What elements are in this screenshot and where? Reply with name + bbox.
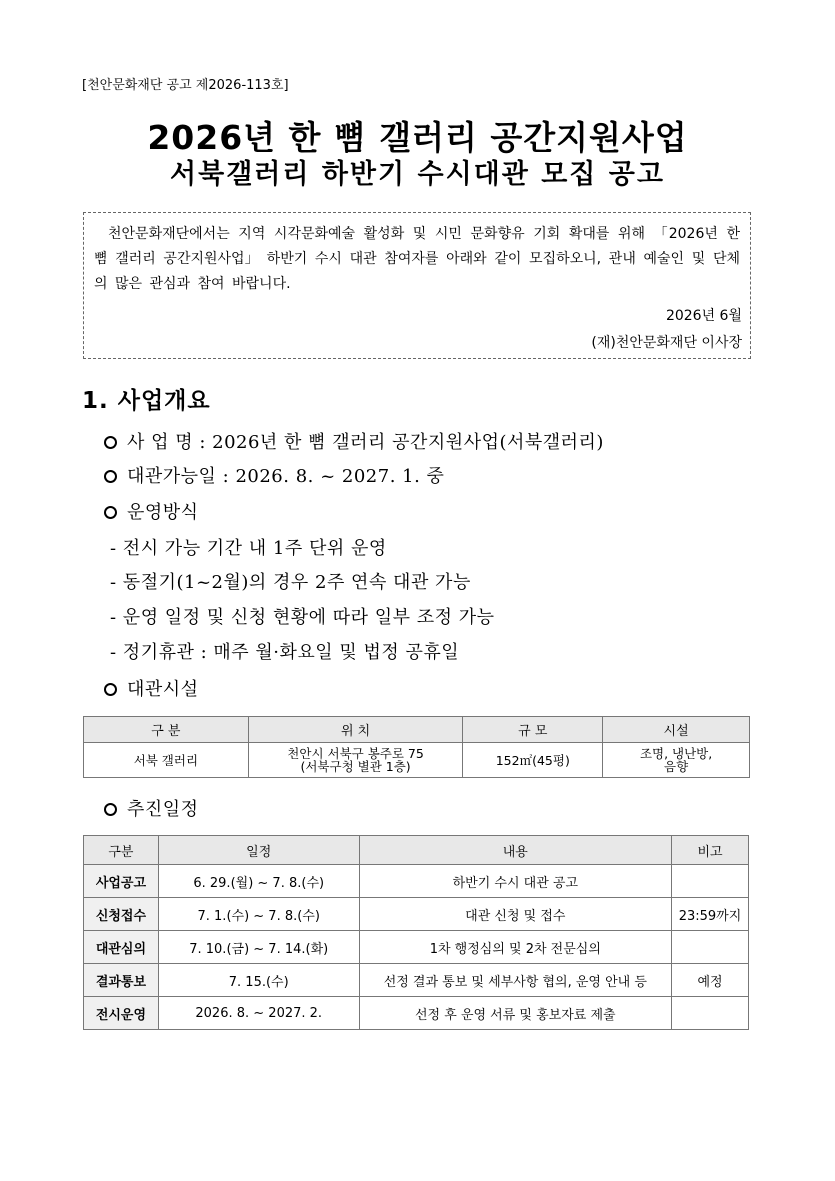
project-name-text: 사 업 명 : 2026년 한 뼘 갤러리 공간지원사업(서북갤러리) bbox=[127, 432, 604, 453]
header-cell: 위 치 bbox=[248, 717, 463, 743]
operation-title-text: 운영방식 bbox=[127, 502, 199, 523]
table-row bbox=[84, 865, 749, 898]
intro-signature: (재)천안문화재단 이사장 bbox=[591, 335, 742, 351]
amenities-line: 음향 bbox=[664, 759, 689, 774]
circle-bullet-icon bbox=[104, 683, 117, 696]
content-cell: 선정 결과 통보 및 세부사항 협의, 운영 안내 등 bbox=[359, 964, 671, 997]
project-name-item bbox=[104, 428, 604, 454]
schedule-title-text: 추진일정 bbox=[127, 799, 199, 820]
facility-name: 서북 갤러리 bbox=[84, 743, 249, 778]
content-cell: 하반기 수시 대관 공고 bbox=[359, 865, 671, 898]
table-row bbox=[84, 964, 749, 997]
date-cell: 2026. 8. ~ 2027. 2. bbox=[158, 997, 359, 1030]
table-row bbox=[84, 931, 749, 964]
location-line: (서북구청 별관 1층) bbox=[300, 759, 411, 774]
header-cell: 규 모 bbox=[463, 717, 603, 743]
header-cell: 구분 bbox=[84, 836, 159, 865]
operation-title-item bbox=[104, 498, 199, 524]
table-header-row bbox=[84, 836, 749, 865]
table-row bbox=[84, 898, 749, 931]
section-heading: 1. 사업개요 bbox=[82, 388, 211, 414]
circle-bullet-icon bbox=[104, 436, 117, 449]
facility-title-item bbox=[104, 675, 199, 701]
amenities-line: 조명, 냉난방, bbox=[639, 746, 713, 761]
facility-title-text: 대관시설 bbox=[127, 679, 199, 700]
content-cell: 대관 신청 및 접수 bbox=[359, 898, 671, 931]
table-header-row bbox=[84, 717, 750, 743]
header-cell: 일정 bbox=[158, 836, 359, 865]
stage-cell: 결과통보 bbox=[84, 964, 159, 997]
schedule-title-item bbox=[104, 795, 199, 821]
header-cell: 비고 bbox=[672, 836, 749, 865]
circle-bullet-icon bbox=[104, 470, 117, 483]
header-cell: 내용 bbox=[359, 836, 671, 865]
intro-date: 2026년 6월 bbox=[665, 308, 742, 324]
content-cell: 선정 후 운영 서류 및 홍보자료 제출 bbox=[359, 997, 671, 1030]
circle-bullet-icon bbox=[104, 803, 117, 816]
operation-item: - 동절기(1~2월)의 경우 2주 연속 대관 가능 bbox=[110, 572, 471, 593]
facility-location bbox=[248, 743, 463, 778]
stage-cell: 사업공고 bbox=[84, 865, 159, 898]
page-title: 2026년 한 뼘 갤러리 공간지원사업 bbox=[147, 118, 688, 157]
facility-amenities bbox=[603, 743, 750, 778]
stage-cell: 전시운영 bbox=[84, 997, 159, 1030]
location-line: 천안시 서북구 봉주로 75 bbox=[287, 746, 424, 761]
operation-item: - 정기휴관 : 매주 월·화요일 및 법정 공휴일 bbox=[110, 642, 460, 663]
note-cell: 23:59까지 bbox=[672, 898, 749, 931]
rental-period-item bbox=[104, 462, 444, 488]
note-cell bbox=[672, 997, 749, 1030]
table-row bbox=[84, 997, 749, 1030]
document-number: [천안문화재단 공고 제2026-113호] bbox=[82, 78, 289, 93]
intro-text: 천안문화재단에서는 지역 시각문화예술 활성화 및 시민 문화향유 기회 확대를 위해 「2026년 한 뼘 갤러리 공간지원사업」 하반기 수시 대관 참여자를 아래와 같이 모집하오니, 관내 예술인 및 단체의 많은 관심과 참여 바랍니다. bbox=[94, 226, 740, 292]
operation-item: - 운영 일정 및 신청 현황에 따라 일부 조정 가능 bbox=[110, 607, 495, 628]
facility-size: 152㎡(45평) bbox=[463, 743, 603, 778]
rental-period-text: 대관가능일 : 2026. 8. ~ 2027. 1. 중 bbox=[127, 466, 445, 487]
note-cell bbox=[672, 931, 749, 964]
operation-item: - 전시 가능 기간 내 1주 단위 운영 bbox=[110, 538, 387, 559]
note-cell: 예정 bbox=[672, 964, 749, 997]
circle-bullet-icon bbox=[104, 506, 117, 519]
note-cell bbox=[672, 865, 749, 898]
date-cell: 7. 1.(수) ~ 7. 8.(수) bbox=[158, 898, 359, 931]
date-cell: 7. 10.(금) ~ 7. 14.(화) bbox=[158, 931, 359, 964]
content-cell: 1차 행정심의 및 2차 전문심의 bbox=[359, 931, 671, 964]
page-subtitle: 서북갤러리 하반기 수시대관 모집 공고 bbox=[170, 159, 665, 190]
date-cell: 6. 29.(월) ~ 7. 8.(수) bbox=[158, 865, 359, 898]
date-cell: 7. 15.(수) bbox=[158, 964, 359, 997]
stage-cell: 신청접수 bbox=[84, 898, 159, 931]
facility-table bbox=[83, 716, 750, 778]
table-row bbox=[84, 743, 750, 778]
header-cell: 구 분 bbox=[84, 717, 249, 743]
header-cell: 시설 bbox=[603, 717, 750, 743]
schedule-table bbox=[83, 835, 749, 1030]
intro-box bbox=[83, 212, 751, 359]
stage-cell: 대관심의 bbox=[84, 931, 159, 964]
